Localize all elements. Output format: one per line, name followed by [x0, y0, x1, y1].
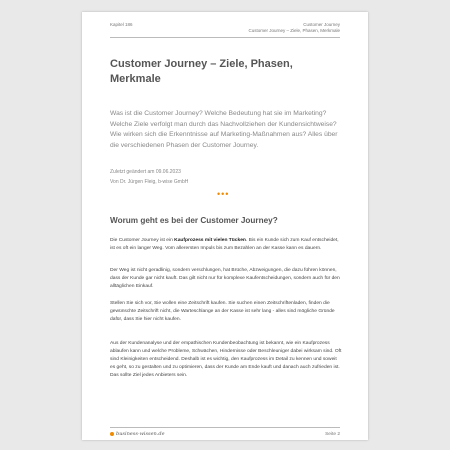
- paragraph-1-bold: Kaufprozess mit vielen Tücken: [174, 238, 246, 243]
- document-page: [82, 12, 368, 440]
- paragraph-1-end: . Bis ein Kunde sich zum Kauf entscheidet, ist es oft ein langer Weg. Vom allerersten Impuls bis zum Bezahlen an der Kasse kann es dauern.: [110, 238, 339, 251]
- paragraph-1: [110, 237, 342, 253]
- header-divider: [110, 37, 340, 38]
- header-topic: Customer Journey: [303, 22, 340, 27]
- logo-dot-icon: [110, 432, 114, 436]
- section-heading: Worum geht es bei der Customer Journey?: [110, 216, 278, 225]
- intro-text: Was ist die Customer Journey? Welche Bedeutung hat sie im Marketing? Welche Ziele verfolgt man durch das Nachvollziehen der Kundensichtweise? Wie wirken sich die Erkenntnisse auf Marketing-Maßnahmen aus? Alles über die verschiedenen Phasen der Customer Journey.: [110, 110, 338, 150]
- document-title: Customer Journey – Ziele, Phasen, Merkmale: [110, 58, 293, 86]
- paragraph-1-start: Die Customer Journey ist ein: [110, 238, 175, 243]
- page-number: Seite 2: [325, 432, 340, 437]
- paragraph-2: Der Weg ist nicht geradlinig, sondern verschlungen, hat Brüche, Abzweigungen, die dazu führen können, dass der Kunde gar nicht kauft. Das gilt nicht nur für komplexe Kaufentscheidungen, sondern auch für den alltäglichen Einkauf.: [110, 268, 340, 289]
- header-subtitle: Customer Journey – Ziele, Phasen, Merkmale: [248, 28, 340, 33]
- logo-text: business-wissen.de: [116, 431, 165, 437]
- author-line: Von Dr. Jürgen Fleig, b-wise GmbH: [110, 179, 189, 185]
- updated-date: Zuletzt geändert am 09.06.2023: [110, 169, 181, 175]
- header-chapter: Kapitel 186: [110, 22, 133, 27]
- footer-divider: [110, 427, 340, 428]
- ellipsis-divider-icon: •••: [217, 189, 230, 199]
- paragraph-3: Stellen Sie sich vor, Sie wollen eine Zeitschrift kaufen. Sie suchen einen Zeitschriftenladen, finden die gewünschte Zeitschrift nicht, die Warteschlange an der Kasse ist sehr lang - alles sind mögliche Gründe dafür, dass Sie hier nicht kaufen.: [110, 301, 335, 322]
- paragraph-4: Aus der Kundenanalyse und der empathischen Kundenbeobachtung ist bekannt, wie ein Kaufprozess ablaufen kann und welche Probleme, Schwächen, Hindernisse oder Beschleuniger dabei wirksam sind. Oft sind Kleinigkeiten entscheidend. Deshalb ist es wichtig, den Kaufprozess im Detail zu kennen und soweit es geht, so zu gestalten und zu optimieren, dass der Kunde am Ende kauft und danach auch zufrieden ist. Das sollte Ziel jedes Anbieters sein.: [110, 341, 342, 378]
- footer-logo: [110, 431, 165, 437]
